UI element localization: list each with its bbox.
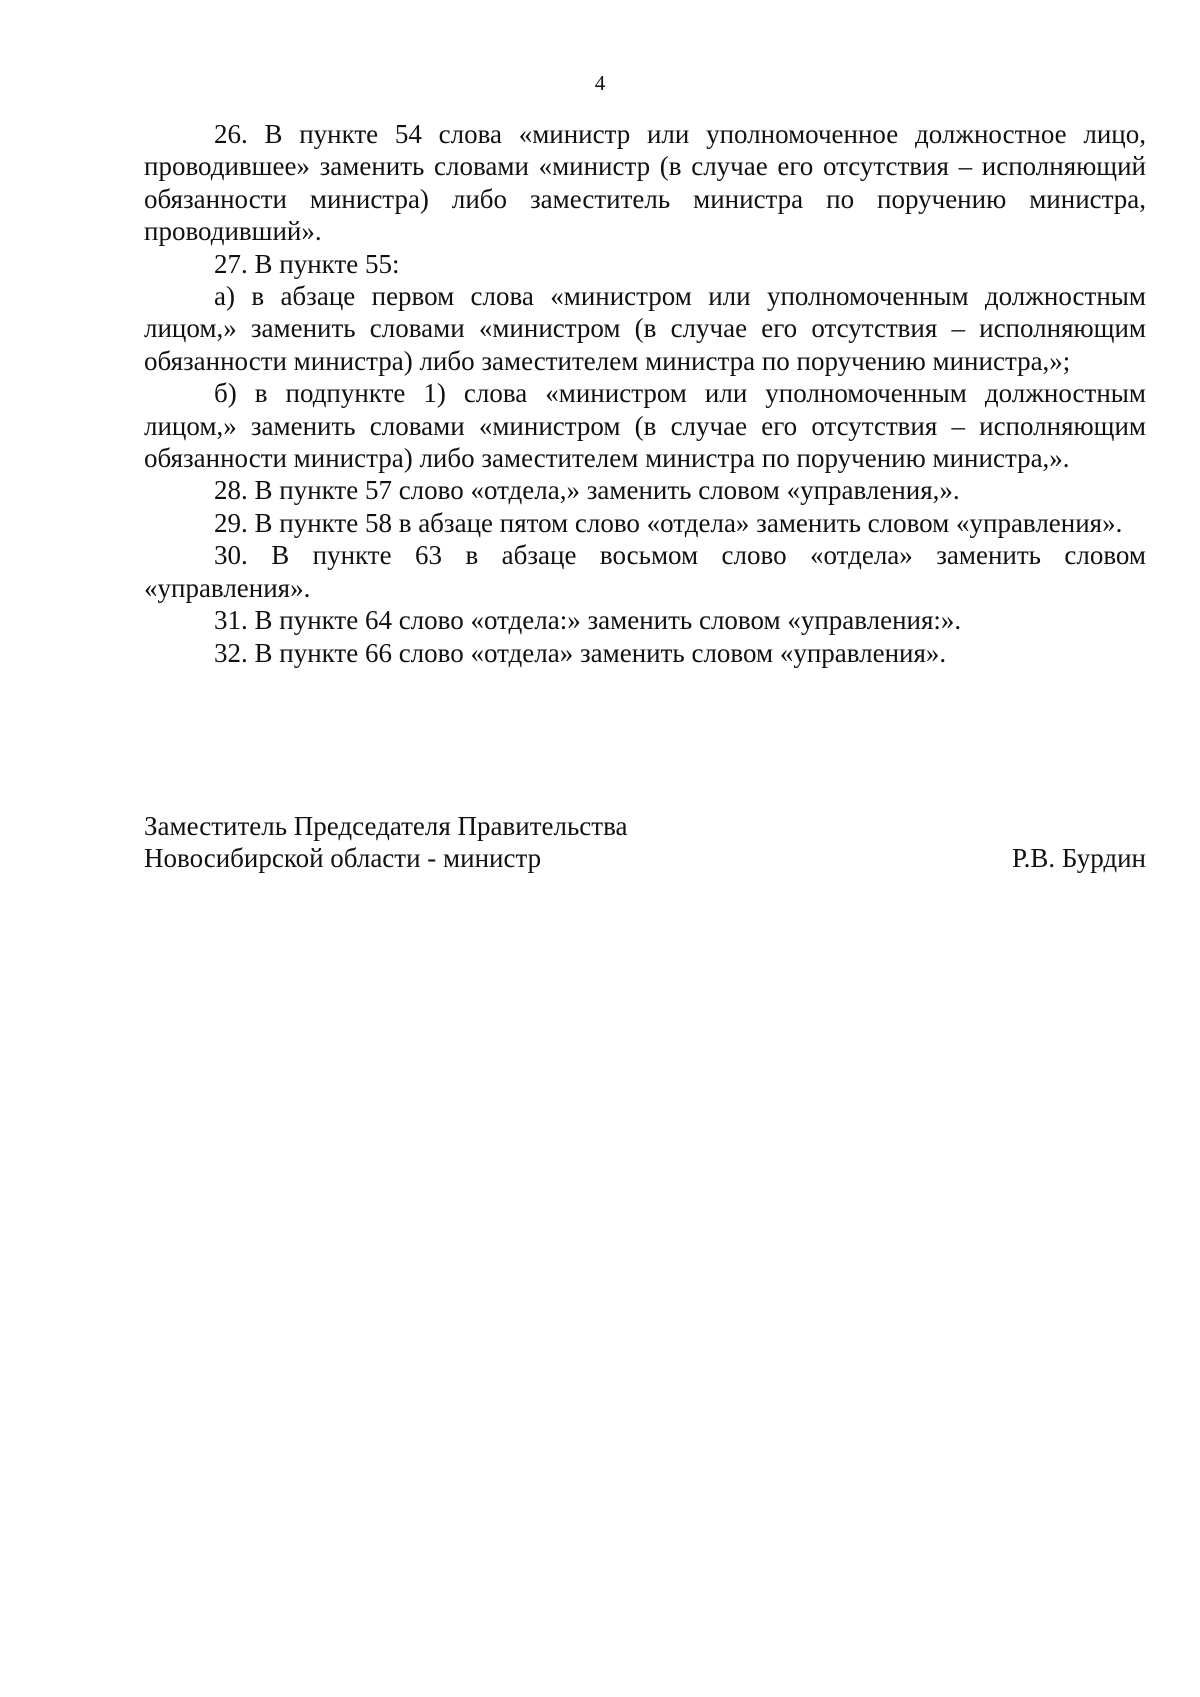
signatory-name: Р.В. Бурдин — [1011, 843, 1146, 873]
document-body — [144, 118, 1146, 669]
page-number: 4 — [594, 71, 606, 95]
signatory-position-line-1: Заместитель Председателя Правительства — [144, 811, 628, 841]
paragraph-30: 30. В пункте 63 в абзаце восьмом слово «отдела» заменить словом «управления». — [144, 540, 1146, 603]
signature-block — [144, 810, 1146, 874]
paragraph-27-a: а) в абзаце первом слова «министром или уполномоченным должностным лицом,» заменить словами «министром (в случае его отсутствия – исполняющим обязанности министра) либо заместителем министра по поручению министра,»; — [144, 281, 1146, 376]
paragraph-29: 29. В пункте 58 в абзаце пятом слово «отдела» заменить словом «управления». — [214, 507, 1123, 538]
paragraph-27: 27. В пункте 55: — [214, 248, 400, 279]
paragraph-32: 32. В пункте 66 слово «отдела» заменить словом «управления». — [214, 637, 947, 668]
paragraph-31: 31. В пункте 64 слово «отдела:» заменить словом «управления:». — [214, 605, 962, 636]
signatory-position-line-2: Новосибирской области - министр — [144, 843, 542, 873]
paragraph-27-b: б) в подпункте 1) слова «министром или уполномоченным должностным лицом,» заменить словами «министром (в случае его отсутствия – исполняющим обязанности министра) либо заместителем министра по поручению министра,». — [144, 378, 1146, 474]
paragraph-28: 28. В пункте 57 слово «отдела,» заменить словом «управления,». — [214, 475, 960, 506]
paragraph-26: 26. В пункте 54 слова «министр или уполномоченное должностное лицо, проводившее» заменить словами «министр (в случае его отсутствия – исполняющий обязанности министра) либо заместитель министра по поручению министра, проводивший». — [144, 119, 1146, 247]
signature-line — [144, 842, 1146, 874]
